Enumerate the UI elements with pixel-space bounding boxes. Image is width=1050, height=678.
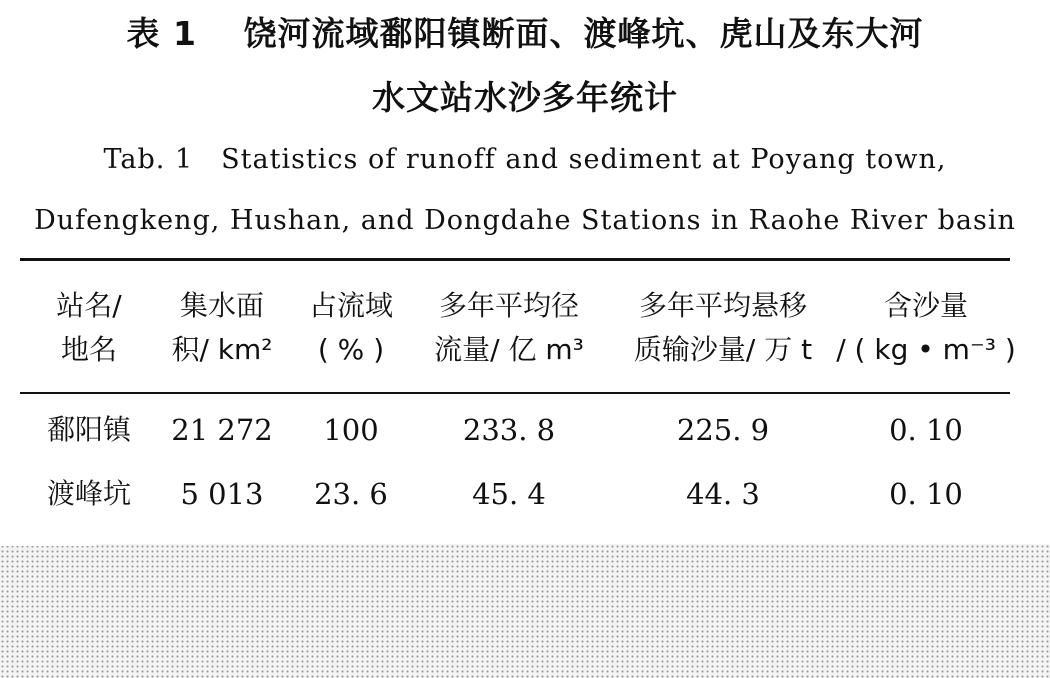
cell-area: 5 013 xyxy=(180,477,264,511)
header-concentration-line1: 含沙量 xyxy=(883,289,968,322)
cell-sediment: 225. 9 xyxy=(676,413,770,447)
cell-runoff: 233. 8 xyxy=(462,413,556,447)
header-sediment-line1: 多年平均悬移 xyxy=(638,289,807,322)
header-area xyxy=(160,284,284,372)
header-sediment-line2: 质输沙量/ 万 t xyxy=(633,333,813,366)
header-station xyxy=(30,284,148,372)
cell-station: 渡峰坑 xyxy=(46,477,131,510)
table-title-en-line-2: Dufengkeng, Hushan, and Dongdahe Stations in Raohe River basin xyxy=(34,205,1016,236)
header-station-line2: 地名 xyxy=(60,333,117,366)
table-title-cn-line-2: 水文站水沙多年统计 xyxy=(372,78,678,117)
header-area-line1: 集水面 xyxy=(179,289,264,322)
header-share-line1: 占流域 xyxy=(308,289,393,322)
table-top-rule xyxy=(20,258,1010,261)
header-sediment xyxy=(612,284,834,372)
header-runoff-line1: 多年平均径 xyxy=(438,289,579,322)
cell-share: 23. 6 xyxy=(314,477,388,511)
cell-share: 100 xyxy=(323,413,379,447)
cell-runoff: 45. 4 xyxy=(472,477,546,511)
header-concentration-line2: / ( kg • m⁻³ ) xyxy=(836,333,1016,366)
header-concentration xyxy=(834,284,1018,372)
cell-concentration: 0. 10 xyxy=(889,477,963,511)
dotted-occlusion-overlay xyxy=(0,544,1050,678)
header-area-line2: 积/ km² xyxy=(171,333,273,366)
cell-area: 21 272 xyxy=(171,413,273,447)
table-header-rule xyxy=(20,392,1010,394)
cell-concentration: 0. 10 xyxy=(889,413,963,447)
table-title-cn-line-1: 表 1 饶河流域鄱阳镇断面、渡峰坑、虎山及东大河 xyxy=(126,14,924,53)
header-share-line2: ( % ) xyxy=(317,333,385,366)
overlay-notch xyxy=(0,534,96,546)
header-station-line1: 站名/ xyxy=(56,289,122,322)
header-runoff xyxy=(416,284,602,372)
header-share xyxy=(296,284,406,372)
table-title-en-line-1: Tab. 1 Statistics of runoff and sediment at Poyang town, xyxy=(103,144,947,175)
header-runoff-line2: 流量/ 亿 m³ xyxy=(434,333,584,366)
cell-sediment: 44. 3 xyxy=(686,477,760,511)
cell-station: 鄱阳镇 xyxy=(46,413,131,446)
